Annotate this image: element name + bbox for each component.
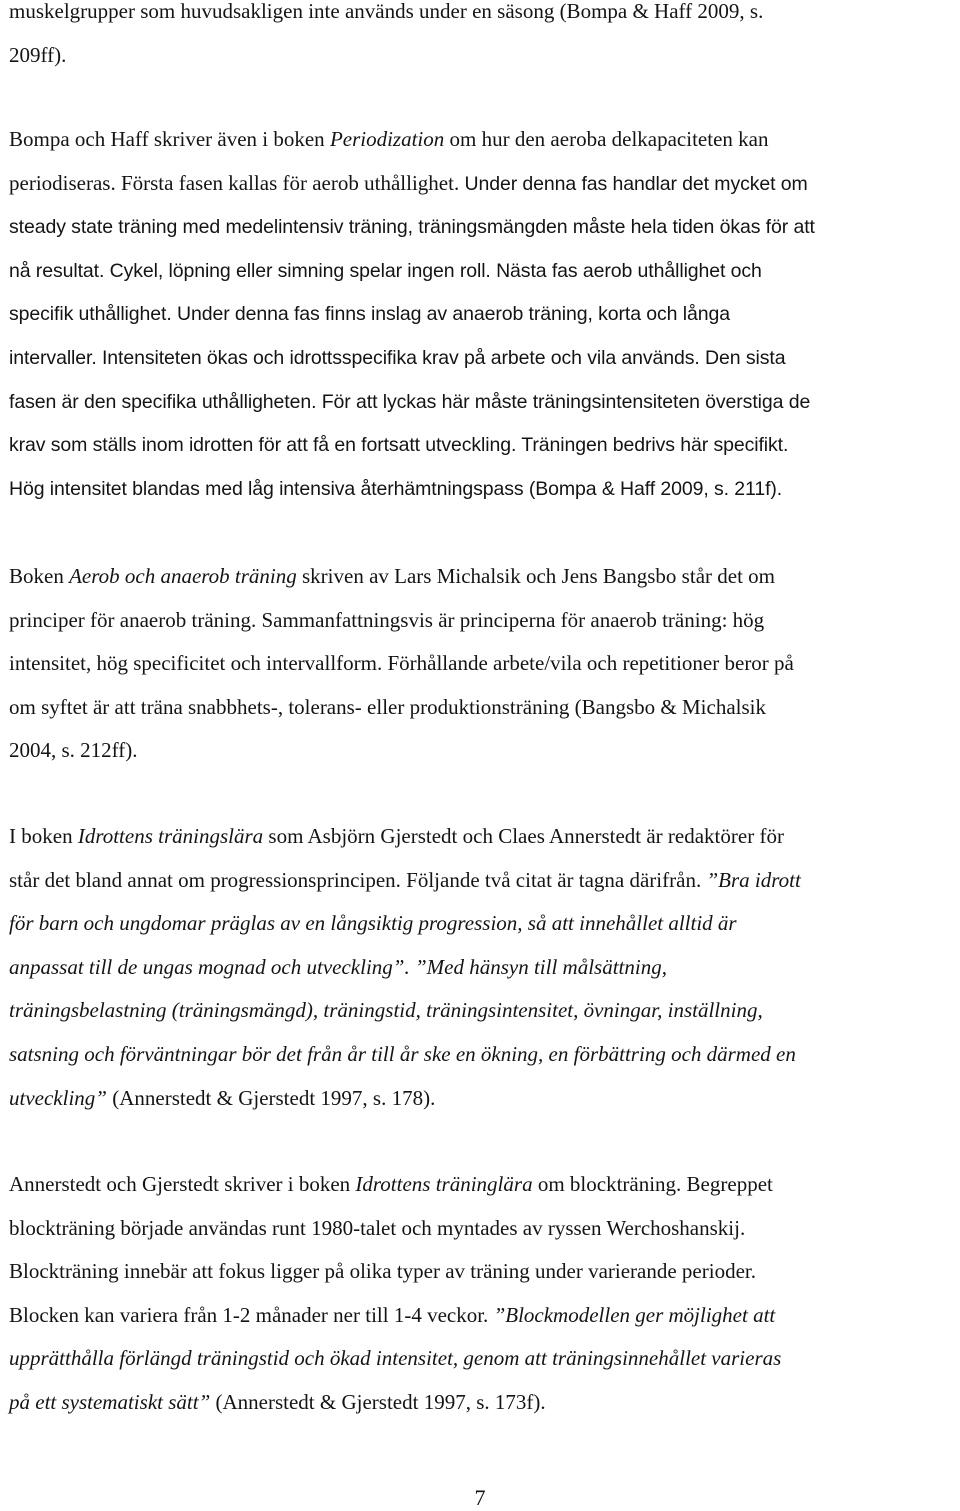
book-title: Periodization (329, 127, 445, 151)
text-segment: skriven av Lars Michalsik och Jens Bangsbo står det om (296, 564, 775, 588)
book-title: Idrottens träningslära (77, 824, 264, 848)
paragraph-2 (9, 118, 815, 511)
paragraph-5-line-2: blockträning började användas runt 1980-talet och myntades av ryssen Werchoshanskij. (9, 1215, 746, 1240)
text-segment: periodiseras. Första fasen kallas för aerob uthållighet. (9, 170, 460, 195)
paragraph-4-line-7 (9, 1077, 801, 1121)
quote-segment: träningsbelastning (träningsmängd), träningstid, träningsintensitet, övningar, inställning, (9, 998, 763, 1023)
text-segment: Annerstedt och Gjerstedt skriver i boken (9, 1172, 356, 1196)
paragraph-4-line-1 (9, 815, 801, 859)
paragraph-5-line-6 (9, 1381, 781, 1425)
paragraph-4 (9, 815, 801, 1120)
page-number: 7 (474, 1485, 486, 1510)
citation: (Annerstedt & Gjerstedt 1997, s. 173f). (210, 1389, 546, 1414)
text-segment: I boken (9, 824, 78, 848)
paragraph-2-line-6: intervaller. Intensiteten ökas och idrottsspecifika krav på arbete och vila används. Den sista (9, 346, 786, 369)
paragraph-5-line-5 (9, 1337, 781, 1381)
paragraph-3-line-1 (9, 555, 794, 599)
quote-segment: anpassat till de ungas mognad och utveckling”. ”Med hänsyn till målsättning, (9, 954, 667, 979)
paragraph-3-line-5: 2004, s. 212ff). (9, 738, 138, 763)
paragraph-5-line-1 (9, 1163, 781, 1207)
book-title: Idrottens träninglära (355, 1172, 533, 1196)
text-segment: Boken (9, 564, 70, 588)
paragraph-1-line-2: 209ff). (9, 42, 67, 67)
paragraph-1 (9, 0, 763, 77)
paragraph-5 (9, 1163, 781, 1425)
paragraph-4-line-4 (9, 946, 801, 990)
paragraph-5-line-4 (9, 1294, 781, 1338)
text-segment: som Asbjörn Gjerstedt och Claes Annerstedt är redaktörer för (263, 824, 784, 848)
citation: (Annerstedt & Gjerstedt 1997, s. 178). (106, 1085, 436, 1110)
paragraph-2-line-7: fasen är den specifika uthålligheten. För att lyckas här måste träningsintensiteten överstiga de (9, 390, 811, 413)
paragraph-4-line-2 (9, 859, 801, 903)
paragraph-2-line-5: specifik uthållighet. Under denna fas finns inslag av anaerob träning, korta och långa (9, 303, 730, 326)
text-segment: om blockträning. Begreppet (532, 1172, 773, 1196)
paragraph-2-line-1 (9, 118, 815, 162)
paragraph-1-line-1: muskelgrupper som huvudsakligen inte används under en säsong (Bompa & Haff 2009, s. (9, 0, 764, 23)
paragraph-2-line-9: Hög intensitet blandas med låg intensiva återhämtningspass (Bompa & Haff 2009, s. 211f). (9, 477, 783, 500)
quote-segment: upprätthålla förlängd träningstid och ökad intensitet, genom att träningsinnehållet varieras (9, 1346, 782, 1371)
paragraph-5-line-3: Blockträning innebär att fokus ligger på olika typer av träning under varierande perioder. (9, 1259, 756, 1284)
text-segment: står det bland annat om progressionsprincipen. Följande två citat är tagna därifrån. (9, 867, 707, 892)
paragraph-3-line-3: intensitet, hög specificitet och intervallform. Förhållande arbete/vila och repetitioner beror på (9, 651, 794, 676)
text-segment: Blocken kan variera från 1-2 månader ner till 1-4 veckor. (9, 1302, 494, 1327)
text-segment: Bompa och Haff skriver även i boken (9, 127, 330, 151)
paragraph-4-line-6 (9, 1033, 801, 1077)
quote-segment: ”Bra idrott (706, 867, 801, 892)
paragraph-3-line-4: om syftet är att träna snabbhets-, tolerans- eller produktionsträning (Bangsbo & Michalsik (9, 694, 766, 719)
paragraph-3 (9, 555, 794, 773)
text-segment: om hur den aeroba delkapaciteten kan (444, 127, 769, 151)
quote-segment: ”Blockmodellen ger möjlighet att (493, 1302, 776, 1327)
quote-segment: utveckling” (9, 1085, 107, 1110)
paragraph-2-line-3: steady state träning med medelintensiv träning, träningsmängden måste hela tiden ökas för att (9, 216, 815, 239)
quote-segment: på ett systematiskt sätt” (9, 1389, 211, 1414)
paragraph-2-line-8: krav som ställs inom idrotten för att få en fortsatt utveckling. Träningen bedrivs här specifikt. (9, 434, 789, 457)
paragraph-3-line-2: principer för anaerob träning. Sammanfattningsvis är principerna för anaerob träning: hög (9, 607, 765, 632)
text-segment: Under denna fas handlar det mycket om (459, 172, 808, 195)
paragraph-2-line-4: nå resultat. Cykel, löpning eller simning spelar ingen roll. Nästa fas aerob uthållighet och (9, 259, 762, 282)
book-title: Aerob och anaerob träning (69, 564, 297, 588)
paragraph-4-line-3 (9, 902, 801, 946)
quote-segment: för barn och ungdomar präglas av en långsiktig progression, så att innehållet alltid är (9, 911, 737, 936)
paragraph-4-line-5 (9, 989, 801, 1033)
paragraph-2-line-2 (9, 162, 815, 207)
quote-segment: satsning och förväntningar bör det från år till år ske en ökning, en förbättring och därmed en (9, 1041, 796, 1066)
